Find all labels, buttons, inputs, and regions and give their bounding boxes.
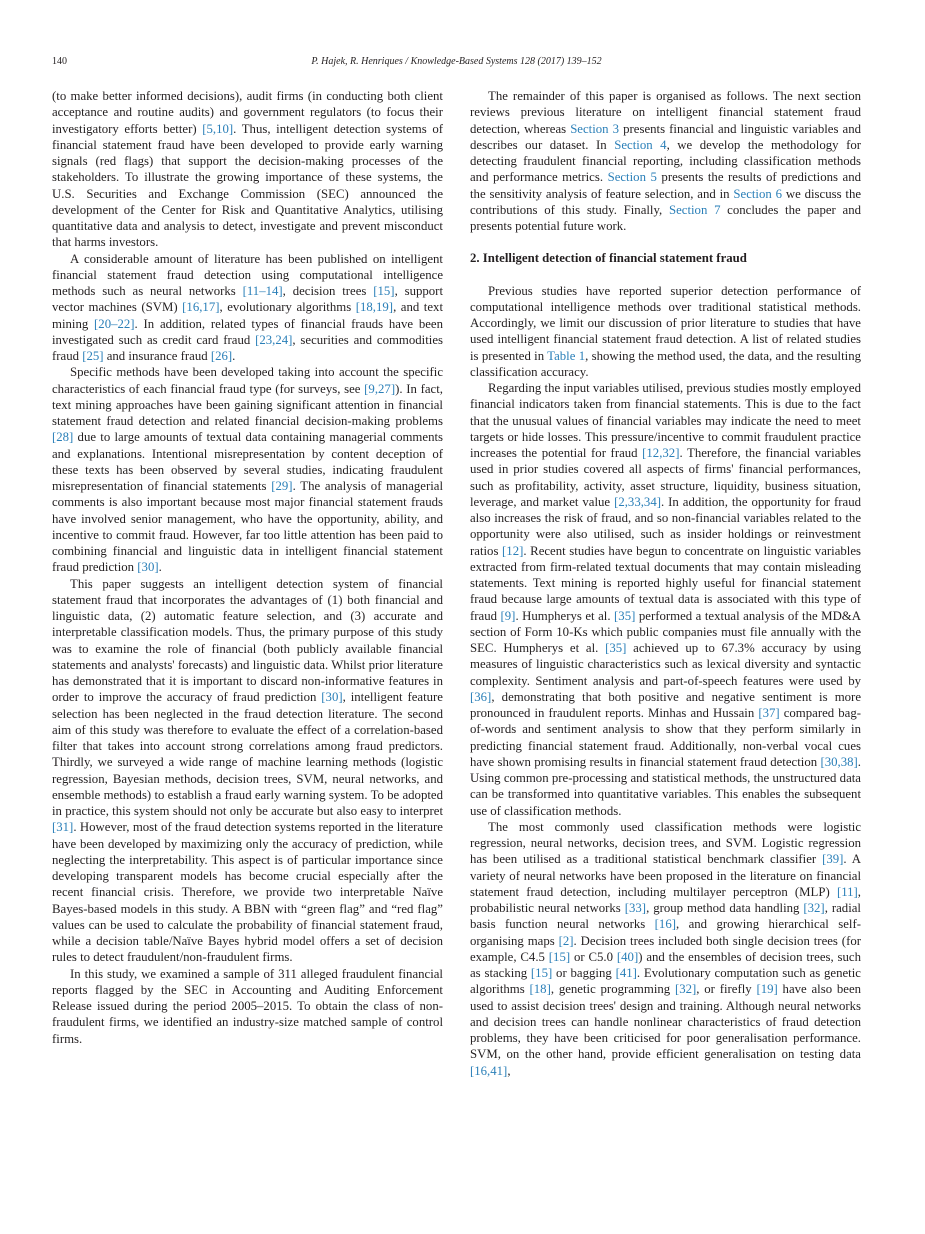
paragraph-text: , evolutionary algorithms	[219, 300, 356, 315]
paragraph-text: concludes the paper and presents potential future work.	[470, 202, 862, 233]
citation-link[interactable]: [30,38]	[820, 754, 858, 769]
paragraph-text: have also been used to assist decision trees' design and training. Although neural networks and decision trees can handle nonlinear characteristics of fraud detection problems, they have been criticised for poor generalisation performance. SVM, on the other hand, provide efficient generalisation on testing data	[470, 982, 862, 1062]
citation-link[interactable]: [19]	[756, 982, 778, 997]
paragraph-text: This paper suggests an intelligent detection system of financial statement fraud that incorporates the advantages of (1) both financial and linguistic data, (2) automatic feature selection, and (3) accurate and interpretable classification models. Thus, the primary purpose of this study was to examine the role of financial (both publicly available financial statements and analysts' forecasts) and linguistic data. Whilst prior literature has demonstrated that it is important to discard non-informative features in order to improve the accuracy of fraud prediction	[52, 576, 443, 705]
citation-link[interactable]: [9,27]	[364, 381, 396, 396]
citation-link[interactable]: [30]	[137, 560, 159, 575]
paragraph-text: , decision trees	[282, 284, 374, 298]
paragraph-text: , probabilistic neural networks	[470, 884, 861, 915]
paragraph-text: . The analysis of managerial comments is also important because most major financial statement frauds have involved senior management, who have the opportunity, ability, and incentive to commit fraud. However, far too little attention has been paid to combining financial and linguistic data in intelligent financial statement fraud prediction	[52, 479, 443, 575]
paragraph	[470, 88, 861, 234]
citation-link[interactable]: [29]	[271, 479, 293, 493]
citation-link[interactable]: [35]	[605, 641, 627, 655]
citation-link[interactable]: [5,10]	[202, 121, 234, 136]
citation-link[interactable]: Section 6	[733, 186, 783, 201]
paragraph	[52, 364, 443, 575]
paragraph-text: , or firefly	[696, 982, 757, 997]
paragraph	[470, 819, 861, 1079]
page-header	[52, 56, 861, 70]
paragraph-text: . Using common pre-processing and statistical methods, the unstructured data can be transformed into quantitative variables. This enables the subsequent use of classification methods.	[470, 754, 861, 818]
paragraph-text: performed a textual analysis of the MD&A section of Form 10-Ks which public companies must file annually with the SEC. Humpherys et al.	[470, 608, 862, 655]
paragraph-text: presents financial and linguistic variables and describes our dataset. In	[470, 121, 862, 152]
paragraph-text: ). In fact, text mining approaches have been gaining significant attention in financial statement fraud detection and related financial decision-making problems	[52, 381, 443, 428]
paragraph-text: or C5.0	[570, 949, 617, 964]
citation-link[interactable]: [15]	[373, 284, 395, 298]
citation-link[interactable]: [32]	[803, 901, 825, 915]
citation-link[interactable]: [23,24]	[255, 332, 293, 347]
paragraph-text: . Evolutionary computation such as genetic algorithms	[470, 966, 861, 997]
citation-link[interactable]: [20–22]	[94, 316, 135, 331]
citation-link[interactable]: [11–14]	[242, 284, 283, 298]
citation-link[interactable]: [41]	[615, 966, 637, 980]
paragraph-text: , genetic programming	[550, 982, 675, 997]
paragraph-text: , support vector machines (SVM)	[52, 284, 444, 315]
citation-link[interactable]: [9]	[500, 608, 516, 623]
paragraph-text: .	[158, 560, 162, 575]
citation-link[interactable]: Section 7	[668, 202, 721, 217]
paragraph-text: . Recent studies have begun to concentrate on linguistic variables extracted from firm-related textual documents that may contain misleading statements. Text mining is reported highly useful for financial statement fraud because large amounts of textual data is associated with this type of fraud	[470, 543, 861, 623]
citation-link[interactable]: [18,19]	[355, 300, 394, 315]
paragraph-text: . In addition, related types of financial frauds have been investigated such as credit card fraud	[52, 316, 443, 347]
citation-link[interactable]: [2]	[558, 933, 574, 948]
paragraph-text: compared bag-of-words and sentiment analysis to show that they perform similarly in predicting financial statement fraud. Additionally, non-verbal vocal cues have shown promising results in financial statement fraud detection	[470, 706, 861, 769]
paragraph-text: , and text mining	[52, 300, 443, 331]
citation-link[interactable]: [33]	[624, 901, 647, 915]
paragraph	[470, 380, 861, 819]
citation-link[interactable]: [16,17]	[182, 300, 220, 315]
paragraph	[52, 966, 443, 1047]
paragraph-text: The remainder of this paper is organised as follows. The next section reviews previous literature on intelligent financial statement fraud detection, whereas	[470, 89, 861, 136]
citation-link[interactable]: [15]	[530, 966, 553, 980]
citation-link[interactable]: [35]	[614, 608, 636, 623]
paragraph-text: achieved up to 67.3% accuracy by using measures of linguistic characteristics such as lexical diversity and syntactic complexity. Sentiment analysis and part-of-speech features were used by	[470, 641, 861, 688]
running-title: P. Hajek, R. Henriques / Knowledge-Based Systems 128 (2017) 139–152	[311, 56, 602, 67]
paragraph-text: A considerable amount of literature has been published on intelligent financial statement fraud detection using computational intelligence methods such as neural networks	[52, 251, 443, 298]
citation-link[interactable]: [26]	[210, 349, 233, 363]
paragraph	[52, 88, 443, 251]
citation-link[interactable]: [11]	[836, 884, 858, 899]
citation-link[interactable]: [28]	[52, 430, 74, 445]
citation-link[interactable]: [16,41]	[470, 1063, 508, 1078]
citation-link[interactable]: Section 4	[614, 137, 667, 152]
paragraph-text: we discuss the contributions of this study. Finally,	[470, 186, 862, 217]
paragraph-text: . A variety of neural networks have been proposed in the literature on financial statement fraud detection, including multilayer perceptron (MLP)	[470, 852, 861, 899]
paragraph-text: Previous studies have reported superior detection performance of computational intelligence methods over traditional statistical methods. Accordingly, we limit our discussion of prior literature to studies that have used intelligent financial statement fraud detection. A list of related studies is presented in	[470, 283, 861, 363]
paragraph-text: ,	[507, 1063, 511, 1078]
citation-link[interactable]: Table 1	[547, 348, 586, 363]
section-body	[470, 283, 861, 1079]
left-column	[52, 88, 443, 1047]
citation-link[interactable]: [2,33,34]	[614, 494, 661, 509]
citation-link[interactable]: [32]	[674, 982, 697, 997]
paragraph-text: , group method data handling	[646, 901, 804, 915]
citation-link[interactable]: [25]	[82, 349, 104, 363]
section-heading: 2. Intelligent detection of financial statement fraud	[470, 251, 747, 266]
paragraph-text: , radial basis function neural networks	[470, 901, 861, 932]
citation-link[interactable]: [15]	[548, 949, 571, 964]
page-number: 140	[52, 56, 67, 67]
paragraph-text: and insurance fraud	[103, 349, 211, 363]
paragraph-text: , showing the method used, the data, and the resulting classification accuracy.	[470, 348, 862, 379]
paragraph-text: , we develop the methodology for detecting fraudulent financial reporting, including classification methods and performance metrics.	[470, 137, 861, 185]
paragraph-text: . Decision trees included both single decision trees (for example, C4.5	[470, 933, 861, 964]
citation-link[interactable]: [16]	[654, 917, 676, 932]
paragraph-text: , intelligent feature selection has been neglected in the fraud detection literature. The second aim of this study was therefore to evaluate the effect of a correlation-based filter that takes into account strong correlations among fraud predictors. Thirdly, we surveyed a wide range of machine learning methods (logistic regression, Bayesian methods, decision trees, SVM, neural networks, and ensemble methods) to establish a fraud early warning system. To be adopted in practice, this system should not only be accurate but also easy to interpret	[52, 690, 443, 818]
paragraph	[52, 576, 443, 966]
citation-link[interactable]: [30]	[321, 690, 343, 705]
paragraph-text: or bagging	[552, 966, 616, 980]
citation-link[interactable]: [39]	[822, 852, 844, 867]
paragraph-text: , demonstrating that both positive and negative sentiment is more pronounced in fraudulent reports. Minhas and Hussain	[470, 689, 861, 720]
right-column-intro	[470, 88, 861, 234]
right-column	[470, 88, 861, 1079]
paragraph-text: . However, most of the fraud detection systems reported in the literature have been developed by maximizing only the accuracy of prediction, while neglecting the interpretability. This aspect is of particular importance since developing transparent models has become crucial especially after the recent financial crisis. Therefore, we provide two interpretable Naïve Bayes-based models in this study. A BBN with “green flag” and “red flag” values can be used to calculate the probability of financial statement fraud, while a decision table/Naïve Bayes hybrid model offers a set of decision rules to detect fraudulent/non-fraudulent firms.	[52, 820, 443, 965]
citation-link[interactable]: [40]	[616, 949, 639, 964]
citation-link[interactable]: [12,32]	[642, 446, 680, 460]
paragraph-text: , and growing hierarchical self-organising maps	[470, 917, 861, 948]
citation-link[interactable]: [37]	[758, 706, 780, 720]
paragraph	[52, 251, 443, 365]
citation-link[interactable]: [12]	[502, 543, 524, 558]
paragraph-text: In this study, we examined a sample of 311 alleged fraudulent financial reports flagged by the SEC in Accounting and Auditing Enforcement Release issued during the period 2005–2015. To obtain the class of non-fraudulent firms, we identified an industry-size matched sample of control firms.	[52, 966, 443, 1046]
paragraph-text: presents the results of predictions and the sensitivity analysis of feature selection, and in	[470, 170, 862, 201]
paragraph-text: . In addition, the opportunity for fraud also increases the risk of fraud, and so non-financial variables related to the opportunity were also utilised, such as insider holdings or reinvestment ratios	[470, 494, 861, 558]
citation-link[interactable]: [18]	[529, 982, 551, 997]
paragraph-text: ) and the ensembles of decision trees, such as stacking	[470, 949, 861, 980]
paragraph-text: due to large amounts of textual data containing managerial comments and explanations. Intentional misrepresentation by content deception of these texts has been observed by several studies, indicating fraudulent misrepresentation of financial statements	[52, 430, 443, 493]
citation-link[interactable]: Section 5	[607, 170, 657, 185]
citation-link[interactable]: Section 3	[570, 121, 620, 136]
paragraph-text: The most commonly used classification methods were logistic regression, neural networks, decision trees, and SVM. Logistic regression has been utilised as a traditional statistical benchmark classifier	[470, 819, 861, 867]
citation-link[interactable]: [36]	[470, 689, 492, 704]
paragraph	[470, 283, 861, 381]
citation-link[interactable]: [31]	[52, 820, 74, 835]
paragraph-text: . Humpherys et al.	[515, 608, 615, 623]
paragraph-text: , securities and commodities fraud	[52, 332, 444, 363]
paragraph-text: .	[232, 349, 236, 363]
paragraph-text: Regarding the input variables utilised, previous studies mostly employed financial indicators taken from financial statements. This is due to the fact that the unusual values of financial variables may indicate the need to meet targets or hide losses. This pressure/incentive to commit fraudulent practice increases the potential for fraud	[470, 381, 861, 460]
paragraph-text: Specific methods have been developed taking into account the specific characteristics of each financial fraud type (for surveys, see	[52, 365, 443, 396]
paragraph-text: (to make better informed decisions), audit firms (in conducting both client acceptance and routine audits) and government regulators (to focus their investigatory efforts better)	[52, 89, 443, 136]
paragraph-text: . Thus, intelligent detection systems of financial statement fraud have been developed to provide early warning signals (red flags) that support the decision-making processes of the stakeholders. To illustrate the growing importance of these systems, the U.S. Securities and Exchange Commission (SEC) announced the development of the Center for Risk and Quantitative Analytics, utilising quantitative data and analysis to detect, investigate and prevent misconduct that harms investors.	[52, 121, 443, 250]
paragraph-text: . Therefore, the financial variables used in prior studies covered all aspects of firms' financial performances, such as profitability, activity, asset structure, liquidity, business situation, leverage, and market value	[470, 446, 861, 509]
